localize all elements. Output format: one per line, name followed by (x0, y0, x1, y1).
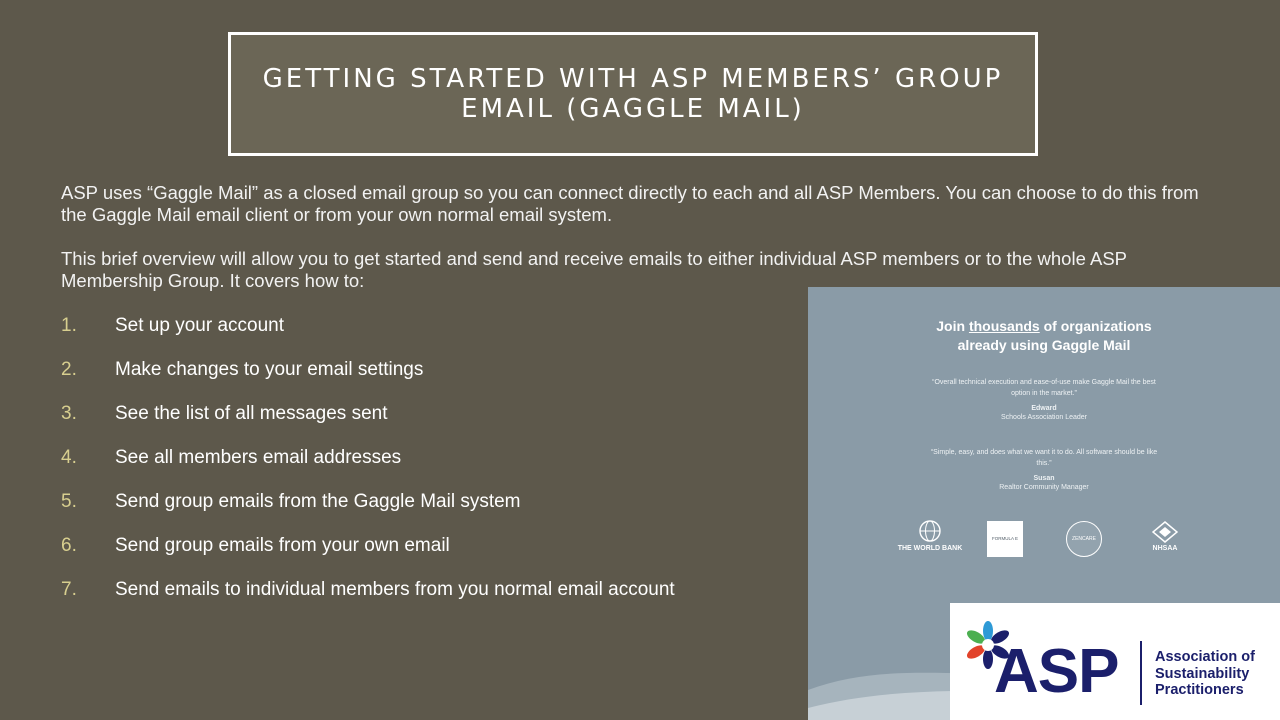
customer-logos (808, 519, 1280, 559)
step-number: 1. (61, 315, 77, 336)
list-item (61, 534, 675, 578)
promo-heading (808, 317, 1280, 355)
steps-list (61, 314, 675, 622)
list-item (61, 578, 675, 622)
step-text: Set up your account (115, 315, 284, 336)
world-bank-logo (892, 519, 968, 552)
asp-logo-card (950, 603, 1280, 720)
step-text: Make changes to your email settings (115, 359, 424, 380)
asp-name-line: Association of (1155, 649, 1255, 665)
step-number: 2. (61, 359, 77, 380)
step-number: 6. (61, 535, 77, 556)
page-title: GETTING STARTED WITH ASP MEMBERS’ GROUP EMAIL (GAGGLE MAIL) (262, 64, 1004, 124)
step-number: 5. (61, 491, 77, 512)
list-item (61, 358, 675, 402)
testimonial (928, 447, 1160, 492)
step-text: Send group emails from your own email (115, 535, 450, 556)
title-box (228, 32, 1038, 156)
zencare-logo (1066, 521, 1102, 557)
intro-paragraph-2: This brief overview will allow you to get started and send and receive emails to either individual ASP members or to the whole ASP Membership Group. It covers how to: (61, 248, 1127, 291)
promo-heading-post: of organizations (1039, 318, 1152, 334)
testimonial-role: Schools Association Leader (1001, 414, 1087, 421)
logo-label: THE WORLD BANK (897, 545, 963, 552)
promo-heading-line2: already using Gaggle Mail (957, 337, 1131, 353)
step-number: 7. (61, 579, 77, 600)
step-number: 3. (61, 403, 77, 424)
asp-full-name (1155, 649, 1255, 699)
testimonial-name: Susan (1033, 475, 1055, 482)
testimonial (928, 377, 1160, 422)
logo-label: ZENCARE (1072, 536, 1096, 542)
promo-heading-link: thousands (968, 318, 1040, 334)
step-text: Send group emails from the Gaggle Mail system (115, 491, 521, 512)
promo-heading-pre: Join (936, 318, 969, 334)
testimonial-text: “Simple, easy, and does what we want it to do. All software should be like this.” (930, 449, 1158, 467)
list-item (61, 490, 675, 534)
asp-name-line: Sustainability (1155, 665, 1250, 682)
intro-paragraph-1: ASP uses “Gaggle Mail” as a closed email group so you can connect directly to each and all ASP Members. You can choose to do this from the Gaggle Mail email client or from your own normal email system. (61, 182, 1199, 225)
list-item (61, 402, 675, 446)
testimonial-text: “Overall technical execution and ease-of-use make Gaggle Mail the best option in the market.” (932, 379, 1156, 397)
asp-divider (1140, 641, 1142, 705)
testimonial-role: Realtor Community Manager (999, 484, 1089, 491)
diamond-icon (1152, 521, 1178, 543)
logo-label: NHSAA (1152, 545, 1178, 552)
list-item (61, 446, 675, 490)
step-text: See the list of all messages sent (115, 403, 388, 424)
asp-name-line: Practitioners (1155, 682, 1244, 698)
testimonial-name: Edward (1031, 405, 1057, 412)
nhsaa-logo (1148, 521, 1182, 552)
list-item (61, 314, 675, 358)
step-text: See all members email addresses (115, 447, 402, 468)
asp-acronym: ASP (994, 637, 1119, 706)
step-number: 4. (61, 447, 77, 468)
logo-label: FORMULA E (991, 536, 1018, 541)
formula-e-logo (987, 521, 1023, 557)
globe-icon (917, 519, 943, 543)
step-text: Send emails to individual members from you normal email account (115, 579, 675, 600)
